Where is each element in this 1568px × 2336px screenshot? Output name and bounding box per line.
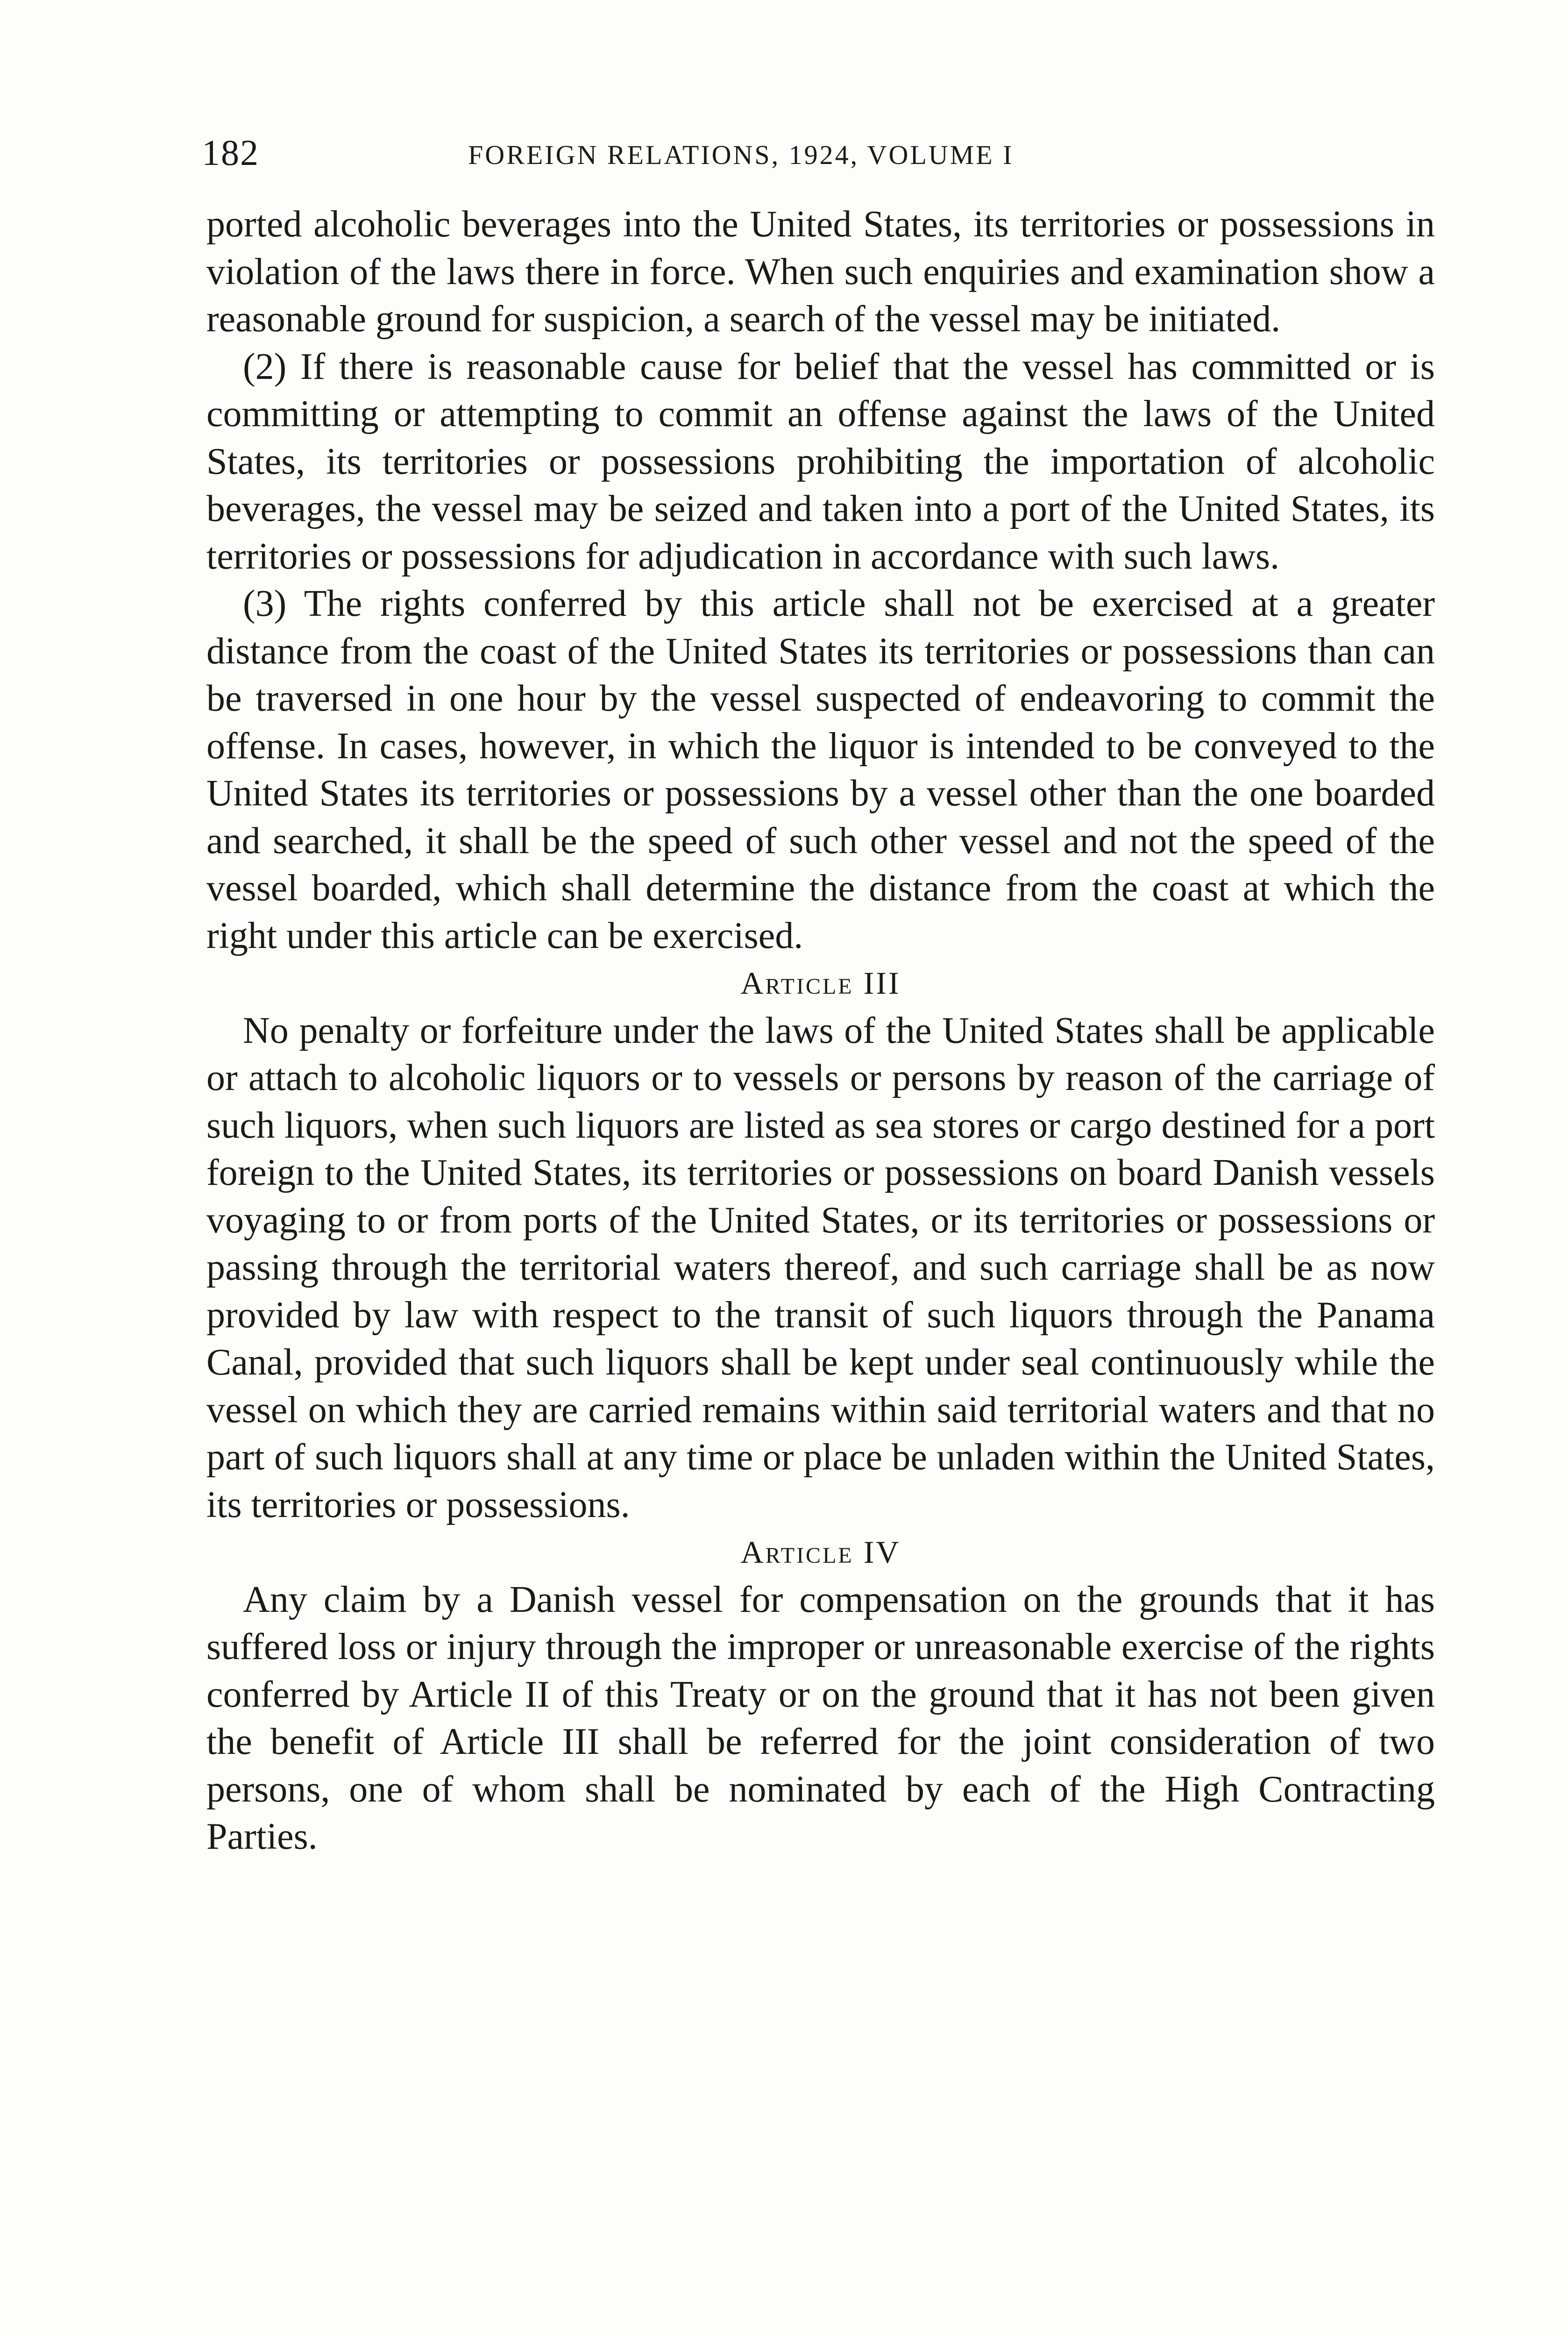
clause-2-paragraph: (2) If there is reasonable cause for belief that the vessel has committed or is committing or attempting to commit an offense against the laws of the United States, its territories or possessions prohibiting the importation of alcoholic beverages, the vessel may be seized and taken into a port of the United States, its territories or possessions for adjudication in accordance with such laws. [206,346,1435,577]
running-head: FOREIGN RELATIONS, 1924, VOLUME I [468,140,1014,170]
article-3-heading: Article III [740,965,901,1001]
page-number: 182 [202,132,259,173]
article-4-paragraph: Any claim by a Danish vessel for compensation on the grounds that it has suffered loss or injury through the improper or unreasonable exercise of the rights conferred by Article II of this Treaty or on the ground that it has not been given the benefit of Article III shall be referred for the joint consideration of two persons, one of whom shall be nominated by each of the High Contracting Parties. [206,1579,1435,1857]
clause-3-paragraph: (3) The rights conferred by this article shall not be exercised at a greater distance from the coast of the United States its territories or possessions than can be traversed in one hour by the vessel suspected of endeavoring to commit the offense. In cases, however, in which the liquor is intended to be conveyed to the United States its territories or possessions by a vessel other than the one boarded and searched, it shall be the speed of such other vessel and not the speed of the vessel boarded, which shall determine the distance from the coast at which the right under this article can be exercised. [206,583,1435,956]
body-text [206,201,1435,1861]
continuation-paragraph: ported alcoholic beverages into the United States, its territories or possessions in violation of the laws there in force. When such enquiries and examination show a reasonable ground for suspicion, a search of the vessel may be initiated. [206,204,1435,340]
article-4-heading: Article IV [740,1534,901,1570]
page-header [202,132,1435,183]
article-3-paragraph: No penalty or forfeiture under the laws of the United States shall be applicable or attach to alcoholic liquors or to vessels or persons by reason of the carriage of such liquors, when such liquors are listed as sea stores or cargo destined for a port foreign to the United States, its territories or possessions on board Danish vessels voyaging to or from ports of the United States, or its territories or possessions or passing through the territorial waters thereof, and such carriage shall be as now provided by law with respect to the transit of such liquors through the Panama Canal, provided that such liquors shall be kept under seal continuously while the vessel on which they are carried remains within said territorial waters and that no part of such liquors shall at any time or place be unladen within the United States, its territories or possessions. [206,1010,1435,1525]
